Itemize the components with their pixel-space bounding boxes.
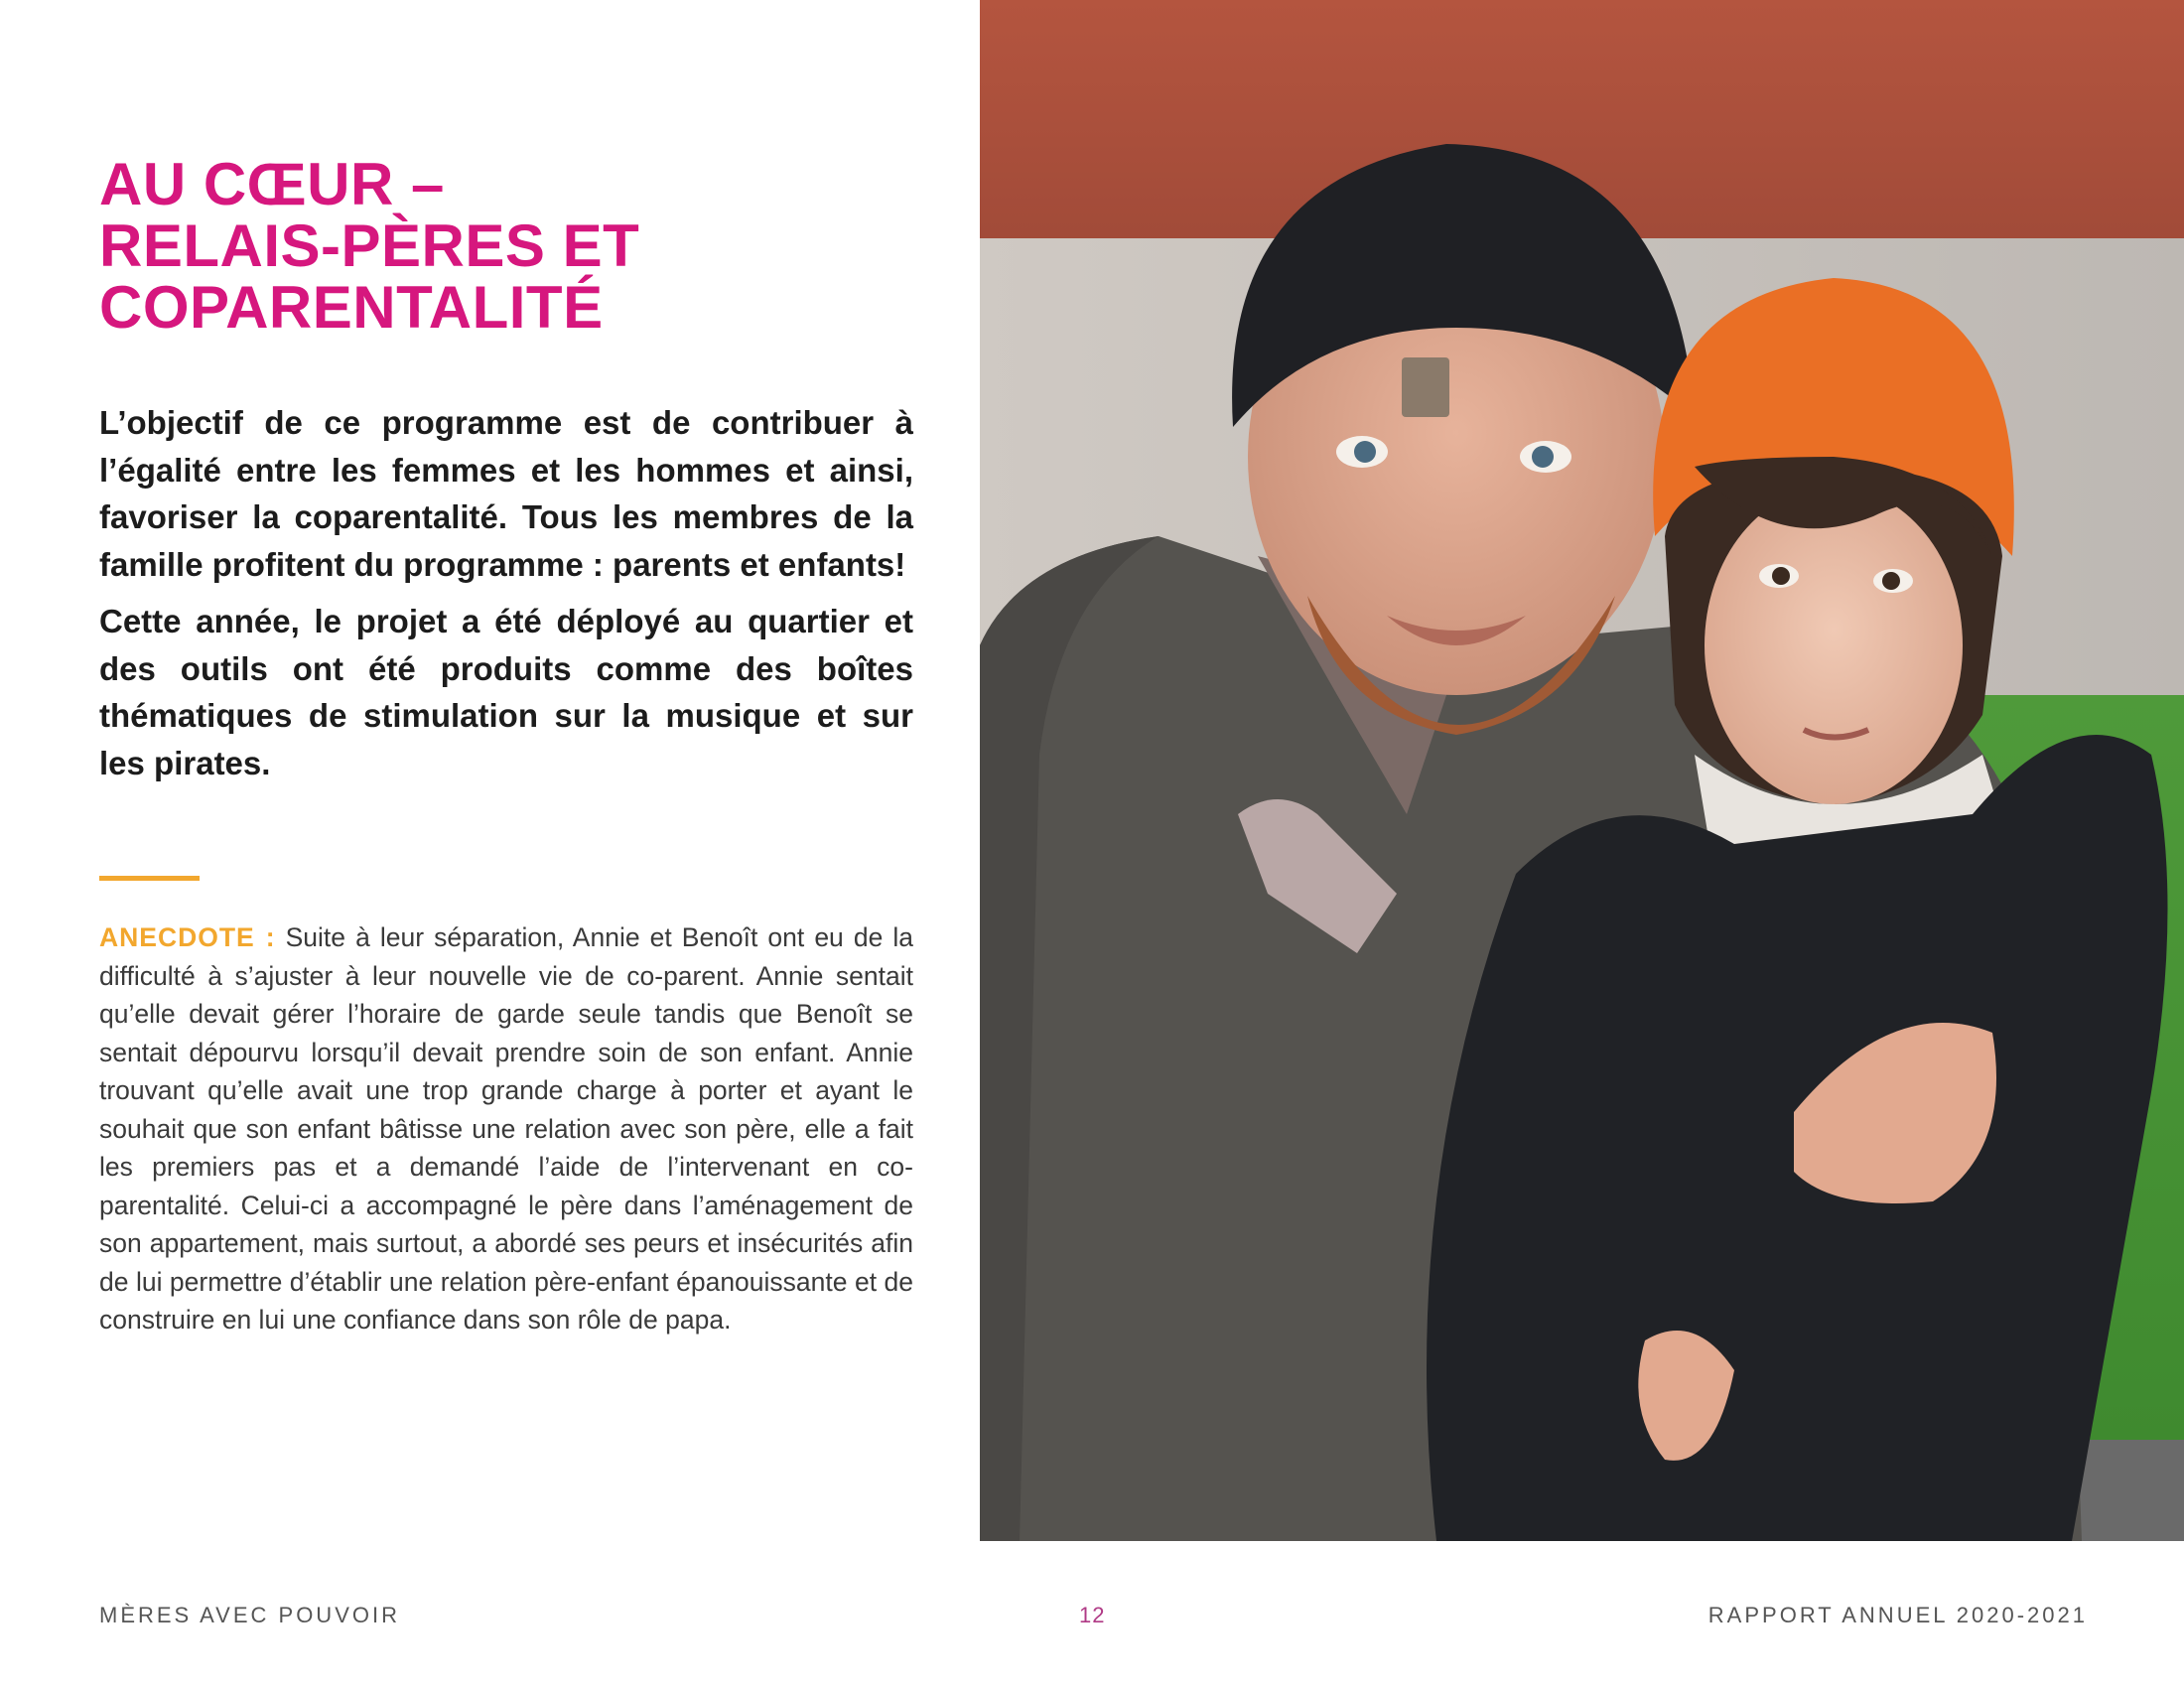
accent-divider <box>99 876 200 881</box>
title-line-2: RELAIS-PÈRES ET <box>99 212 640 279</box>
photo-illustration <box>980 0 2184 1541</box>
footer-organization: MÈRES AVEC POUVOIR <box>99 1603 400 1627</box>
page-title <box>99 151 973 341</box>
intro-paragraph-2: Cette année, le projet a été déployé au quartier et des outils ont été produits comme des boîtes thématiques de stimulation sur la musique et sur les pirates. <box>99 603 913 781</box>
intro-paragraph-1: L’objectif de ce programme est de contribuer à l’égalité entre les femmes et les hommes et ainsi, favoriser la coparentalité. Tous les membres de la famille profitent du programme : parents et enfants! <box>99 404 913 583</box>
footer-report-title: RAPPORT ANNUEL 2020-2021 <box>1707 1603 2088 1627</box>
title-line-3: COPARENTALITÉ <box>99 274 604 341</box>
anecdote-label: ANECDOTE : <box>99 922 276 952</box>
anecdote-paragraph <box>99 918 913 1339</box>
page-number: 12 <box>1079 1603 1106 1627</box>
anecdote-text: Suite à leur séparation, Annie et Benoît ont eu de la difficulté à s’ajuster à leur nouvelle vie de co-parent. Annie sentait qu’elle devait gérer l’horaire de garde seule tandis que Benoît se sentait dépourvu lorsqu’il devait prendre soin de son enfant. Annie trouvant qu’elle avait une trop grande charge à porter et ayant le souhait que son enfant bâtisse une relation avec son père, elle a fait les premiers pas et a demandé l’aide de l’intervenant en co-parentalité. Celui-ci a accompagné le père dans l’aménagement de son appartement, mais surtout, a abordé ses peurs et insécurités afin de lui permettre d’établir une relation père-enfant épanouissante et de construire en lui une confiance dans son rôle de papa. <box>99 922 913 1335</box>
title-line-1: AU CŒUR – <box>99 151 445 217</box>
father-child-photo <box>980 0 2184 1541</box>
intro-text <box>99 399 913 786</box>
